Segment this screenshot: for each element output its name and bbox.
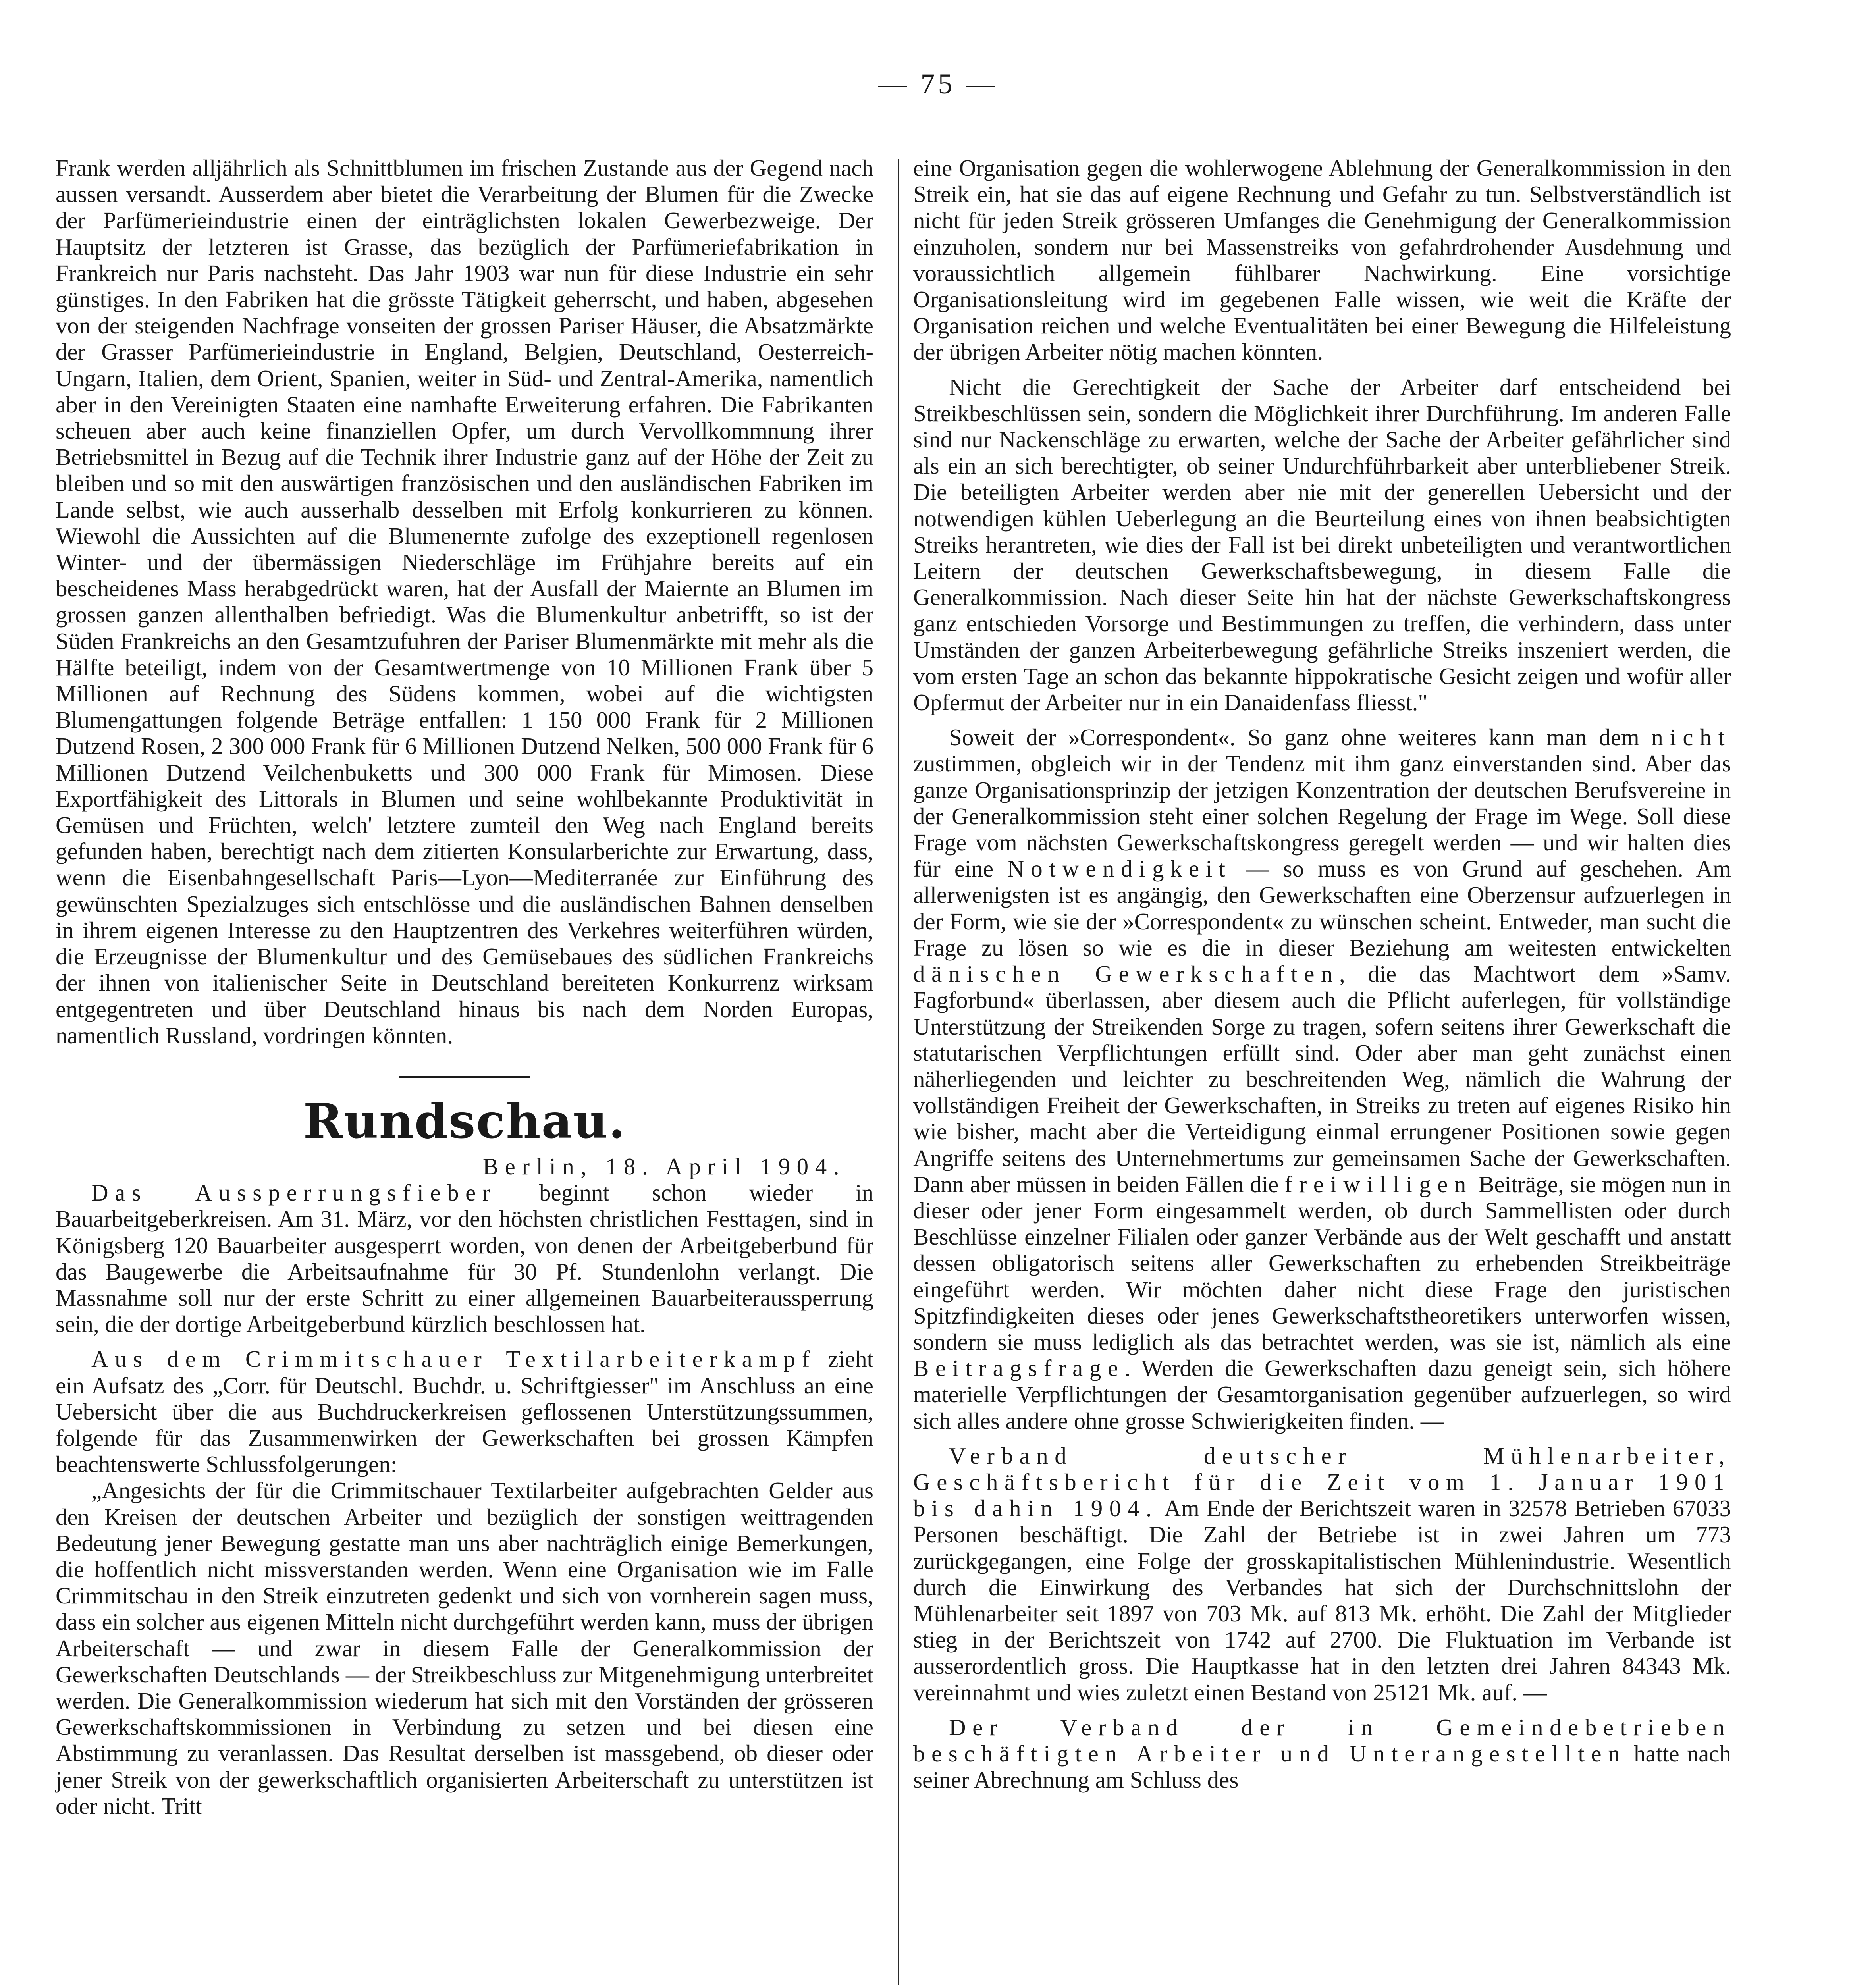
emphasis-notwendigkeit: Notwendigkeit — [1007, 856, 1232, 882]
column-divider — [898, 159, 899, 1985]
left-column — [56, 155, 873, 1819]
emphasis-nicht: nicht — [1651, 724, 1731, 751]
commentary-paragraph — [913, 724, 1731, 1434]
news-item-municipal-workers — [913, 1714, 1731, 1793]
emphasis-freiwilligen: freiwilligen — [1284, 1171, 1473, 1197]
emphasis-daenischen-gewerkschaften: dänischen Gewerkschaften — [913, 961, 1339, 987]
section-title: Rundschau. — [303, 1093, 626, 1149]
quoted-paragraph: Nicht die Gerechtigkeit der Sache der Arbeiter darf entscheidend bei Streikbeschlüssen sein, sondern die Möglichkeit ihrer Durchführung. Im anderen Falle sind nur Nackenschläge zu erwarten, welche der Sache der Arbeiter gefährlicher sind als ein an sich berechtigter, ob seiner Undurchführbarkeit aber unterbliebener Streik. Die beteiligten Arbeiter werden aber nie mit der generellen Uebersicht und der notwendigen kühlen Ueberlegung an die Beurteilung eines von ihnen beabsichtigten Streiks herantreten, wie dies der Fall ist bei direkt unbeteiligten und verantwortlichen Leitern der deutschen Gewerkschaftsbewegung, in diesem Falle die Generalkommission. Nach dieser Seite hin hat der nächste Gewerkschaftskongress ganz entschieden Vorsorge und Bestimmungen zu treffen, die verhindern, dass unter Umständen der ganzen Arbeiterbewegung gefährliche Streiks inszeniert werden, die vom ersten Tage an schon das bekannte hippokratische Gesicht zeigen und wofür aller Opfermut der Arbeiter nur in ein Danaidenfass fliesst." — [913, 374, 1731, 716]
news-item-body: Am Ende der Berichtszeit waren in 32578 Betrieben 67033 Personen beschäftigt. Die Zahl der Betriebe ist in zwei Jahren um 773 zurückgegangen, eine Folge der grosskapitalistischen Mühlenindustrie. Wesentlich durch die Einwirkung des Verbandes hat sich der Durchschnittslohn der Mühlenarbeiter seit 1897 von 703 Mk. auf 813 Mk. erhöht. Die Zahl der Mitglieder stieg in der Berichtszeit von 1742 auf 2700. Die Fluktuation im Verbande ist ausserordentlich gross. Die Hauptkasse hat in den letzten drei Jahren 84343 Mk. vereinnahmt und wies zuletzt einen Bestand von 25121 Mk. auf. — — [913, 1495, 1731, 1706]
dateline-text: Berlin, 18. April 1904. — [482, 1153, 846, 1179]
emphasis-beitragsfrage: Beitragsfrage — [913, 1355, 1125, 1382]
quoted-paragraph: „Angesichts der für die Crimmitschauer Textilarbeiter aufgebrachten Gelder aus den Kreisen der deutschen Arbeiter und bezüglich der sonstigen weittragenden Bedeutung jener Bewegung gestatte man uns aber nachträglich einige Bemerkungen, die hoffentlich nicht missverstanden werden. Wenn eine Organisation wie im Falle Crimmitschau in den Streik einzutreten gedenkt und sich von vornherein sagen muss, dass ein solcher aus eigenen Mitteln nicht durchgeführt werden kann, muss der übrigen Arbeiterschaft — und zwar in diesem Falle der Generalkommission der Gewerkschaften Deutschlands — der Streikbeschluss zur Mitgenehmigung unterbreitet werden. Die Generalkommission wiederum hat sich mit den Vorständen der grösseren Gewerkschaftskommissionen in Verbindung zu setzen und bei diesen eine Abstimmung zu veranlassen. Das Resultat derselben ist massgebend, ob dieser oder jener Streik von der gewerkschaftlich organisierten Arbeiterschaft zu unterstützen ist oder nicht. Tritt — [56, 1477, 873, 1819]
article-paragraph: Frank werden alljährlich als Schnittblumen im frischen Zustande aus der Gegend nach aussen versandt. Ausserdem aber bietet die Verarbeitung der Blumen für die Zwecke der Parfümerieindustrie einen der einträglichsten lokalen Gewerbezweige. Der Hauptsitz der letzteren ist Grasse, das bezüglich der Parfümeriefabrikation in Frankreich nur Paris nachsteht. Das Jahr 1903 war nun für diese Industrie ein sehr günstiges. In den Fabriken hat die grösste Tätigkeit geherrscht, und haben, abgesehen von der steigenden Nachfrage vonseiten der grossen Pariser Häuser, die Absatzmärkte der Grasser Parfümerieindustrie in England, Belgien, Deutschland, Oesterreich-Ungarn, Italien, dem Orient, Spanien, weiter in Süd- und Zentral-Amerika, namentlich aber in den Vereinigten Staaten eine namhafte Erweiterung erfahren. Die Fabrikanten scheuen aber auch keine finanziellen Opfer, um durch Vervollkommnung ihrer Betriebsmittel in Bezug auf die Technik ihrer Industrie ganz auf der Höhe der Zeit zu bleiben und so mit den auswärtigen französischen und den ausländischen Fabriken im Lande selbst, wie auch ausserhalb desselben mit Erfolg konkurrieren zu können. Wiewohl die Aussichten auf die Blumenernte zufolge des exzeptionell regenlosen Winter- und der übermässigen Niederschläge im Frühjahre bereits auf ein bescheidenes Mass herabgedrückt waren, hat der Ausfall der Maiernte an Blumen im grossen ganzen allenthalben befriedigt. Was die Blumenkultur anbetrifft, so ist der Süden Frankreichs an den Gesamtzufuhren der Pariser Blumenmärkte mit mehr als die Hälfte beteiligt, indem von der Gesamtwertmenge von 10 Millionen Frank über 5 Millionen auf Rechnung des Südens kommen, wobei auf die wichtigsten Blumengattungen folgende Beträge entfallen: 1 150 000 Frank für 2 Millionen Dutzend Rosen, 2 300 000 Frank für 6 Millionen Dutzend Nelken, 500 000 Frank für 6 Millionen Dutzend Veilchenbuketts und 300 000 Frank für Mimosen. Diese Exportfähigkeit des Littorals in Blumen und seine wohlbekannte Produktivität in Gemüsen und Früchten, welch' letztere zumteil den Weg nach England bereits gefunden haben, berechtigt nach dem zitierten Konsularberichte zur Erwartung, dass, wenn die Eisenbahngesellschaft Paris—Lyon—Mediterranée zur Einführung des gewünschten Spezialzuges sich entschlösse und die ausländischen Bahnen denselben in ihrem eigenen Interesse zu den Hauptzentren des Verkehres weiterführen würden, die Erzeugnisse der Blumenkultur und des Gemüsebaues des südlichen Frankreichs der ihnen von italienischer Seite in Deutschland bereiteten Konkurrenz wirksam entgegentreten und über Deutschland hinaus bis nach dem Norden Europas, namentlich Russland, vordringen könnten. — [56, 155, 873, 1048]
news-item-body: zieht ein Aufsatz des „Corr. für Deutschl. Buchdr. u. Schriftgiesser" im Anschluss an eine Uebersicht über die aus Buchdruckerkreisen geflossenen Unterstützungssummen, folgende für das Zusammenwirken der Gewerkschaften bei grossen Kämpfen beachtenswerte Schlussfolgerungen: — [56, 1346, 873, 1478]
news-item-lead: Aus dem Crimmitschauer Textilarbeiterkampf — [91, 1346, 816, 1372]
news-item-lead: Verband deutscher Mühlenarbeiter, Geschäftsbericht für die Zeit vom 1. Januar 1901 bis dahin 1904. — [913, 1442, 1731, 1522]
news-item-textile-strike — [56, 1346, 873, 1477]
text-run: — so muss es von Grund auf geschehen. Am allerwenigsten ist es angängig, den Gewerkschaften eine Oberzensur aufzuerlegen in der Form, wie sie der »Correspondent« zu wünschen scheint. Entweder, man sucht die Frage zu lösen so wie es die in dieser Beziehung am weitesten entwickelten — [913, 856, 1731, 961]
news-item-millworkers — [913, 1443, 1731, 1706]
news-item-lead: Das Aussperrungsfieber — [91, 1179, 497, 1206]
page-number: — 75 — — [878, 68, 998, 100]
news-item-lockout — [56, 1179, 873, 1337]
text-run: zustimmen, obgleich wir in der Tendenz mit ihm ganz einverstanden sind. Aber das ganze Organisationsprinzip der jetzigen Konzentration der deutschen Berufsvereine in der Generalkommission steht einer solchen Regelung der Frage im Wege. Soll diese Frage vom nächsten Gewerkschaftskongress geregelt werden — und wir halten dies für eine — [913, 750, 1731, 882]
text-run: Beiträge, sie mögen nun in dieser oder jener Form eingesammelt werden, ob durch Sammellisten oder durch Beschlüsse einzelner Filialen oder ganzer Verbände aus der Welt geschafft und anstatt dessen obligatorisch seitens aller Gewerkschaften zu erhebenden Streikbeiträge eingeführt werden. Wir möchten daher nicht diese Frage den juristischen Spitzfindigkeiten dieses oder jenes Gewerkschaftstheoretikers unterworfen wissen, sondern sie muss lediglich als das betrachtet werden, was sie ist, nämlich als eine — [913, 1171, 1731, 1355]
quoted-paragraph-continued: eine Organisation gegen die wohlerwogene Ablehnung der Generalkommission in den Streik ein, hat sie das auf eigene Rechnung und Gefahr zu tun. Selbstverständlich ist nicht für jeden Streik grösseren Umfanges die Genehmigung der Generalkommission einzuholen, sondern nur bei Massenstreiks von gefahrdrohender Ausdehnung und voraussichtlich allgemein fühlbarer Nachwirkung. Eine vorsichtige Organisationsleitung wird im gegebenen Falle wissen, wie weit die Kräfte der Organisation reichen und welche Eventualitäten bei einer Bewegung die Hilfeleistung der übrigen Arbeiter nötig machen könnten. — [913, 155, 1731, 365]
right-column — [913, 155, 1731, 1793]
text-run: , die das Machtwort dem »Samv. Fagforbund« überlassen, aber diesem auch die Pflicht auferlegen, für vollständige Unterstützung der Streikenden Sorge zu tragen, sofern seitens ihrer Gewerkschaft die statutarischen Verpflichtungen erfüllt sind. Oder aber man geht zunächst einen näherliegenden und leichter zu beschreitenden Weg, nämlich die Wahrung der vollständigen Freiheit der Gewerkschaften, in Streiks zu treten auf eigenes Risiko hin wie bisher, macht aber die Verteidigung einmal errungener Positionen sowie gegen Angriffe seitens des Unternehmertums zur gemeinsamen Sache der Gewerkschaften. Dann aber müssen in beiden Fällen die — [913, 961, 1731, 1197]
news-item-lead: Der Verband der in Gemeindebetrieben beschäftigten Arbeiter und Unterangestellten — [913, 1714, 1731, 1767]
section-separator — [399, 1076, 530, 1078]
news-item-body: hatte nach seiner Abrechnung am Schluss des — [913, 1740, 1731, 1793]
text-run: Soweit der »Correspondent«. So ganz ohne weiteres kann man dem — [949, 724, 1652, 751]
news-item-body: beginnt schon wieder in Bauarbeitgeberkreisen. Am 31. März, vor den höchsten christlichen Festtagen, sind in Königsberg 120 Bauarbeiter ausgesperrt worden, von denen der Arbeitgeberbund für das Baugewerbe die Arbeitsaufnahme für 30 Pf. Stundenlohn verlangt. Die Massnahme soll nur der erste Schritt zu einer allgemeinen Bauarbeiteraussperrung sein, die der dortige Arbeitgeberbund kürzlich beschlossen hat. — [56, 1179, 873, 1337]
text-run: . Werden die Gewerkschaften dazu geneigt sein, sich höhere materielle Verpflichtungen der Gesamtorganisation gegenüber aufzuerlegen, so wird sich alles andere ohne grosse Schwierigkeiten finden. — — [913, 1355, 1731, 1434]
dateline — [56, 1153, 873, 1179]
